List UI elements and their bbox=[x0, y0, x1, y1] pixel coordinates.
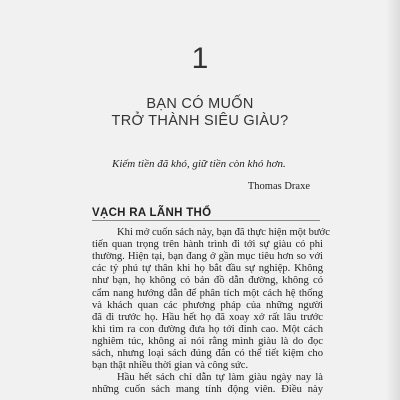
body-line: khi tìm ra con đường đưa họ tới đỉnh cao. Một cách bbox=[92, 323, 323, 335]
body-line: như bạn, họ không có bản đồ dẫn đường, không có bbox=[92, 275, 323, 287]
chapter-number: 1 bbox=[191, 42, 209, 75]
body-line: sách, nhưng loại sách đúng đắn có thể tiết kiệm cho bbox=[92, 348, 323, 359]
chapter-title bbox=[0, 96, 400, 130]
body-line: đã đi trước họ. Hầu hết họ đã xoay xở rất lâu trước bbox=[92, 311, 323, 323]
chapter-title-line-1: BẠN CÓ MUỐN bbox=[146, 96, 254, 112]
body-line: cẩm nang hướng dẫn để phân tích một cách hệ thống bbox=[92, 287, 323, 299]
epigraph-author: Thomas Draxe bbox=[247, 181, 310, 192]
body-line: và khách quan các phương pháp của những người bbox=[92, 299, 323, 311]
page-edge-shadow bbox=[386, 0, 400, 400]
epigraph-quote: Kiếm tiền đã khó, giữ tiền còn khó hơn. bbox=[112, 158, 286, 170]
body-line: Hầu hết sách chỉ dẫn tự làm giàu ngày nay là bbox=[117, 372, 323, 384]
body-line: tiến quan trọng trên hành trình đi tới sự giàu có phi bbox=[92, 239, 323, 251]
body-line: thường. Hiện tại, bạn đang ở gần mục tiêu hơn so với bbox=[92, 251, 323, 263]
body-line: Khi mở cuốn sách này, bạn đã thực hiện một bước bbox=[117, 227, 330, 238]
section-heading: VẠCH RA LÃNH THỔ bbox=[92, 207, 212, 219]
chapter-title-line-2: TRỞ THÀNH SIÊU GIÀU? bbox=[111, 113, 289, 130]
body-line: bạn thật nhiều thời gian và công sức. bbox=[92, 360, 249, 372]
body-line: nghiêm túc, không ai nói rằng mình giàu là do đọc bbox=[92, 335, 323, 347]
section-divider bbox=[92, 220, 320, 221]
body-line: những cuốn sách mang tính động viên. Điều này bbox=[92, 384, 323, 396]
body-line: các tỷ phú tự thân khi họ bắt đầu sự nghiệp. Không bbox=[92, 263, 323, 275]
